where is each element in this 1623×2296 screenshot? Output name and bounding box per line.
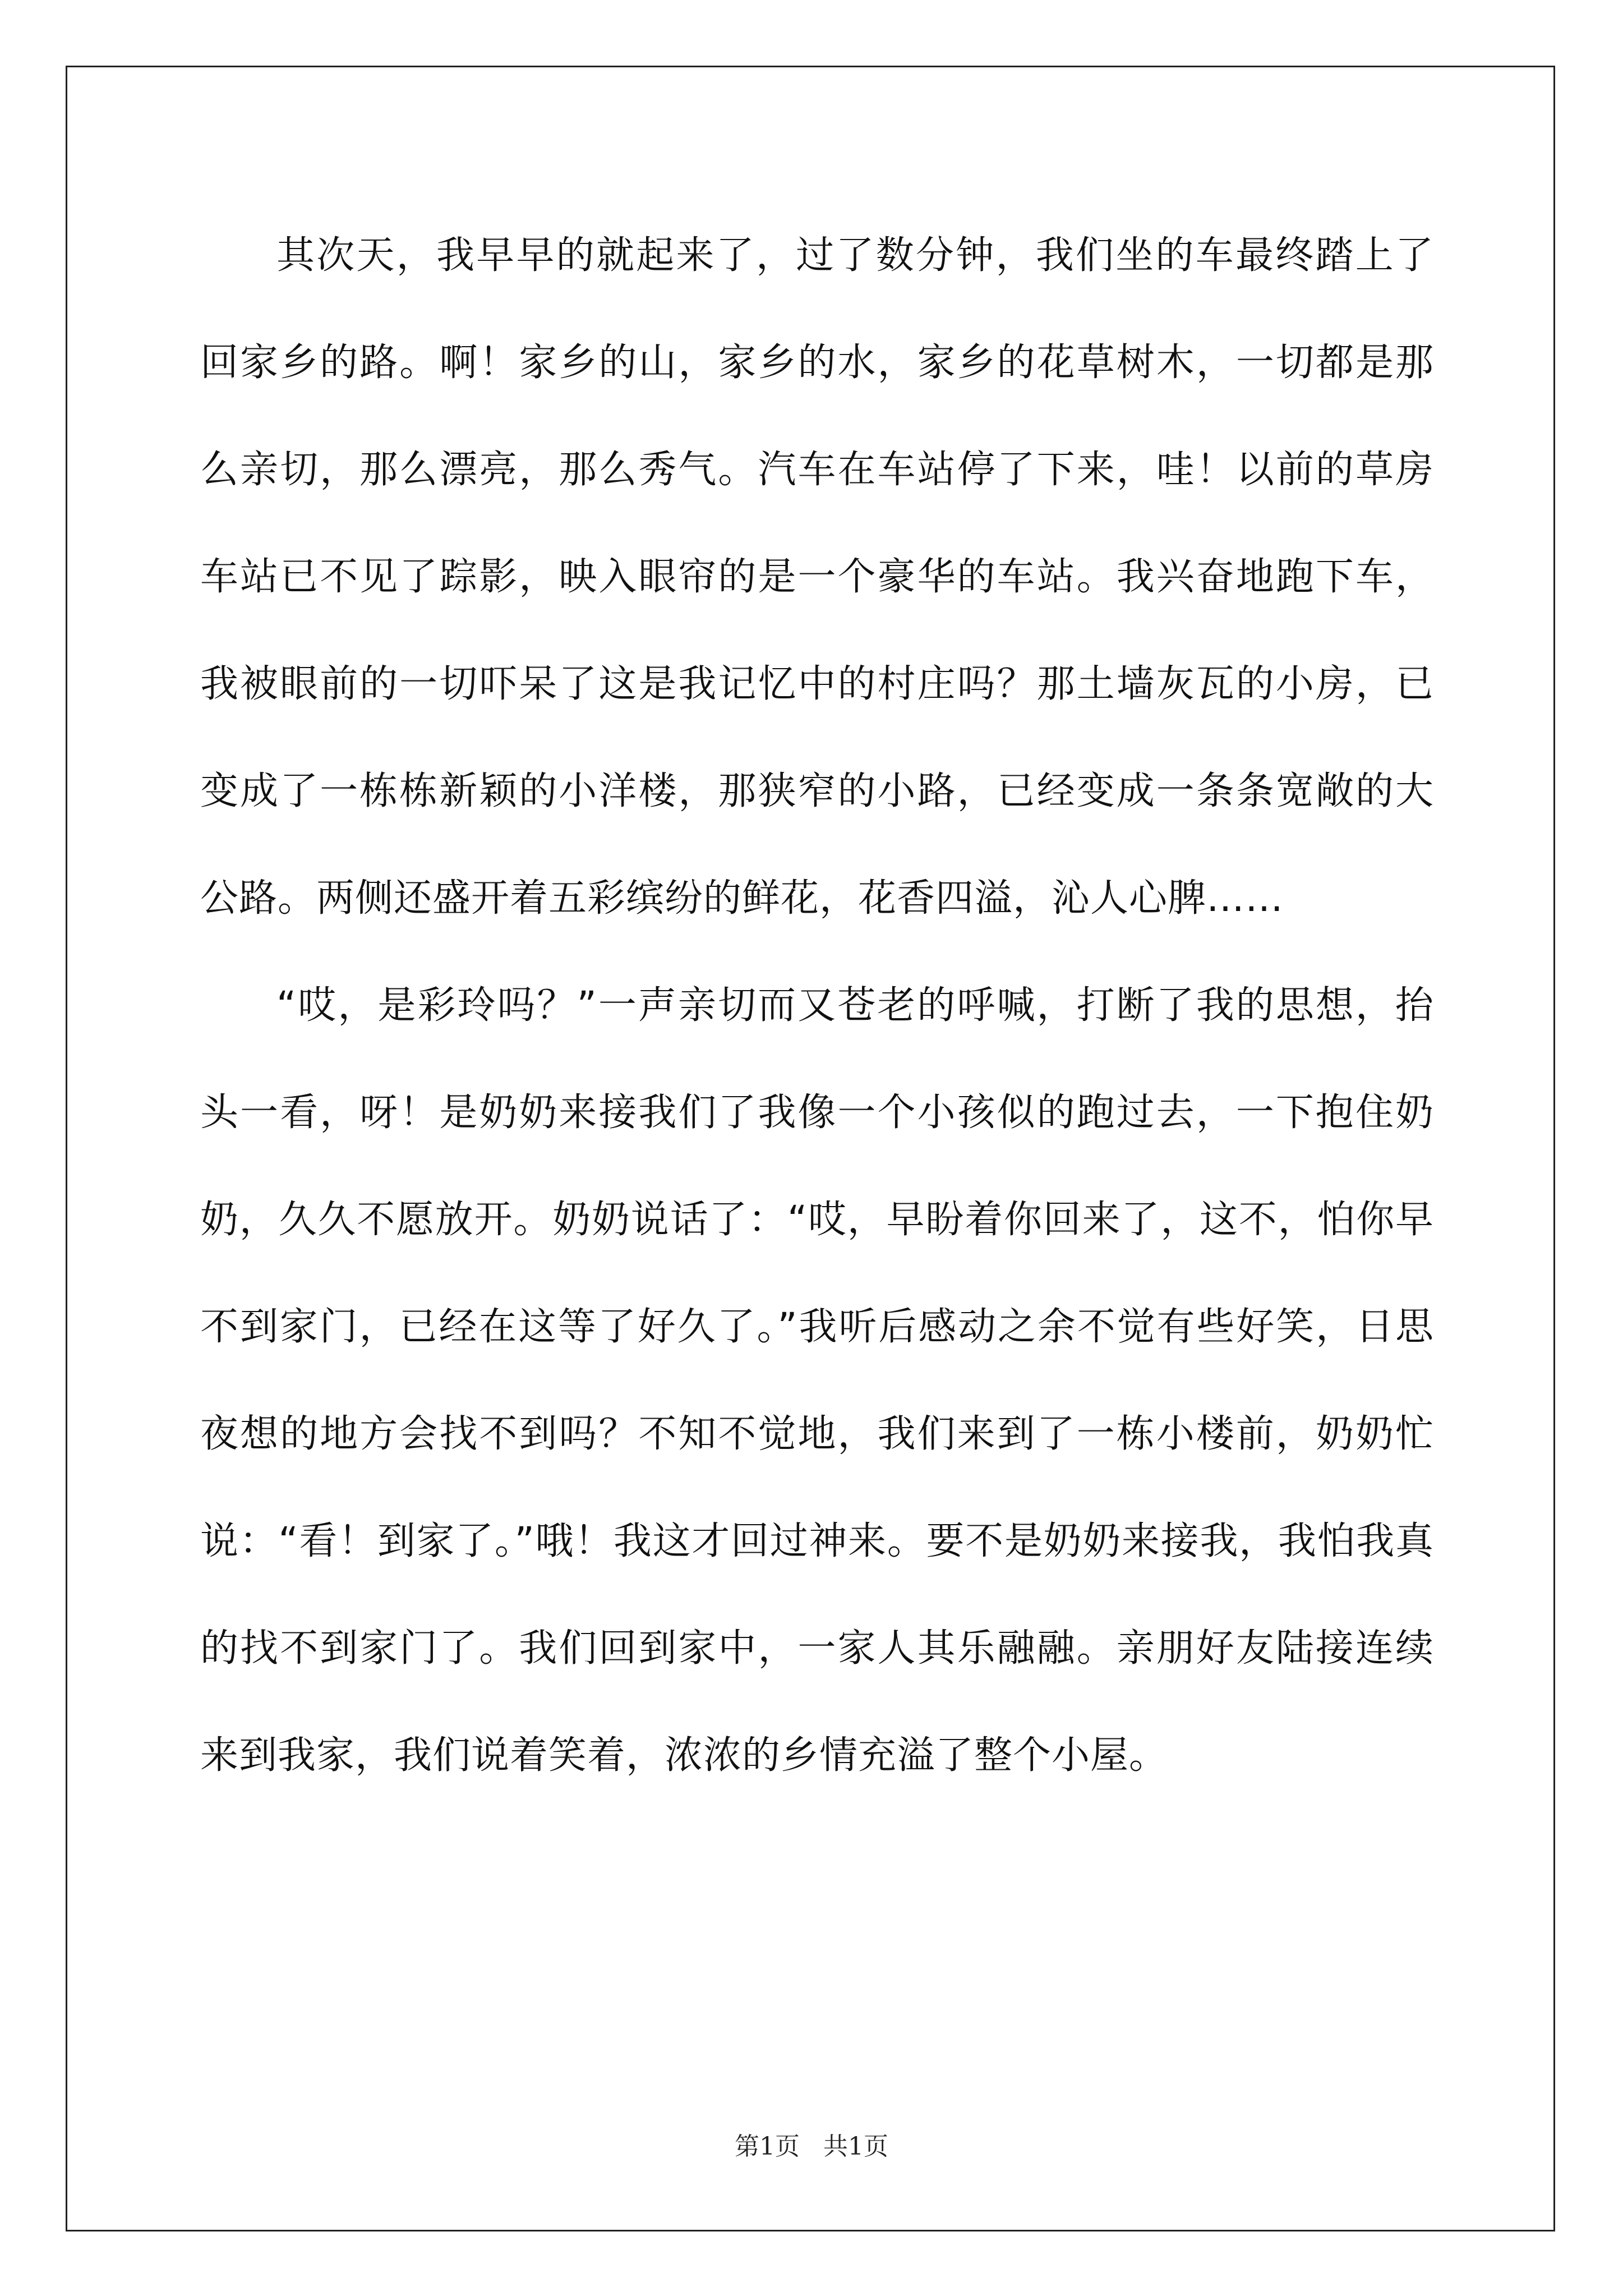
- page-number-footer: 第1页 共1页: [735, 2132, 888, 2161]
- paragraph-2: “哎，是彩玲吗？”一声亲切而又苍老的呼喊，打断了我的思想，抬头一看，呀！是奶奶来接我们了我像一个小孩似的跑过去，一下抱住奶奶，久久不愿放开。奶奶说话了：“哎，早盼着你回来了，这不，怕你早不到家门，已经在这等了好久了。”我听后感动之余不觉有些好笑，日思夜想的地方会找不到吗？不知不觉地，我们来到了一栋小楼前，奶奶忙说：“看！到家了。”哦！我这才回过神来。要不是奶奶来接我，我怕我真的找不到家门了。我们回到家中，一家人其乐融融。亲朋好友陆接连续来到我家，我们说着笑着，浓浓的乡情充溢了整个小屋。: [200, 983, 1434, 1778]
- paragraph-1: 其次天，我早早的就起来了，过了数分钟，我们坐的车最终踏上了回家乡的路。啊！家乡的山，家乡的水，家乡的花草树木，一切都是那么亲切，那么漂亮，那么秀气。汽车在车站停了下来，哇！以前的草房车站已不见了踪影，映入眼帘的是一个豪华的车站。我兴奋地跑下车，我被眼前的一切吓呆了这是我记忆中的村庄吗？那土墙灰瓦的小房，已变成了一栋栋新颖的小洋楼，那狭窄的小路，已经变成一条条宽敞的大公路。两侧还盛开着五彩缤纷的鲜花，花香四溢，沁人心脾……: [200, 233, 1434, 921]
- document-body: [200, 202, 1434, 1809]
